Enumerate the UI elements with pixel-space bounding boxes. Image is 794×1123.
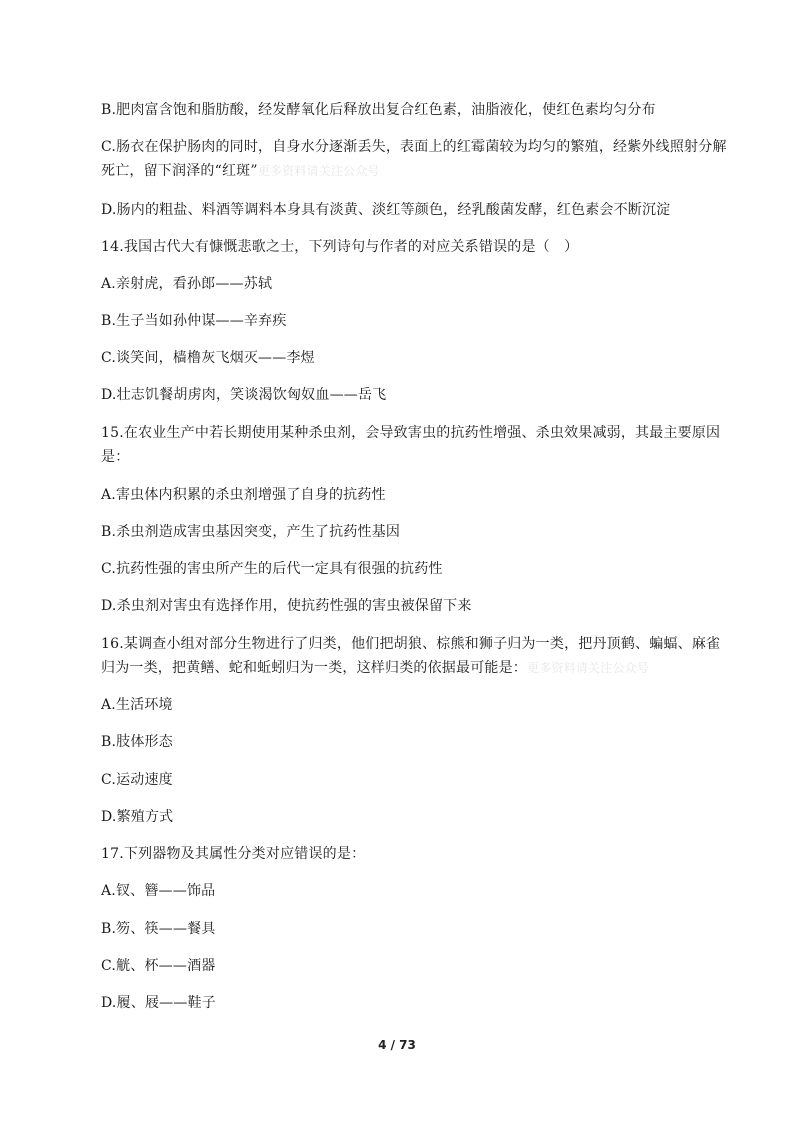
q17-option-d: D.履、屐——鞋子 [101, 995, 216, 1011]
q13-option-c-line2 [101, 161, 721, 181]
q15-option-b: B.杀虫剂造成害虫基因突变，产生了抗药性基因 [101, 524, 401, 540]
q13-option-c-line1: C.肠衣在保护肠肉的同时，自身水分逐渐丢失，表面上的红霉菌较为均匀的繁殖，经紫外线照射分解 [101, 139, 727, 155]
q16-stem-text: 归为一类，把黄鳝、蛇和蚯蚓归为一类，这样归类的依据最可能是： [101, 660, 527, 676]
q17-option-b: B.笏、筷——餐具 [101, 921, 216, 937]
q16-option-a: A.生活环境 [101, 697, 173, 713]
q16-option-d: D.繁殖方式 [101, 809, 174, 825]
q14-option-b: B.生子当如孙仲谋——辛弃疾 [101, 313, 287, 329]
q15-stem-line2: 是： [101, 449, 130, 465]
q13-option-d: D.肠内的粗盐、料酒等调料本身具有淡黄、淡红等颜色，经乳酸菌发酵，红色素会不断沉淀 [101, 202, 671, 218]
watermark-text: 更多资料请关注公众号 [527, 661, 650, 675]
q16-option-b: B.肢体形态 [101, 734, 173, 750]
q13-option-b: B.肥肉富含饱和脂肪酸，经发酵氧化后释放出复合红色素，油脂液化，使红色素均匀分布 [101, 102, 656, 118]
q15-option-c: C.抗药性强的害虫所产生的后代一定具有很强的抗药性 [101, 561, 443, 577]
page-number: 4 / 73 [378, 1038, 416, 1052]
q15-option-a: A.害虫体内积累的杀虫剂增强了自身的抗药性 [101, 487, 386, 503]
q16-stem-line2 [101, 658, 721, 678]
q15-stem-line1: 15.在农业生产中若长期使用某种杀虫剂，会导致害虫的抗药性增强、杀虫效果减弱，其最主要原因 [101, 425, 721, 441]
q17-option-c: C.觥、杯——酒器 [101, 958, 216, 974]
q17-option-a: A.钗、簪——饰品 [101, 883, 216, 899]
q16-option-c: C.运动速度 [101, 772, 173, 788]
q15-option-d: D.杀虫剂对害虫有选择作用，使抗药性强的害虫被保留下来 [101, 598, 472, 614]
watermark-text: 更多资料请关注公众号 [257, 164, 380, 178]
q13-option-c-text: 死亡，留下润泽的“红斑” [101, 163, 258, 179]
q14-stem: 14.我国古代大有慷慨悲歌之士，下列诗句与作者的对应关系错误的是（ ） [101, 239, 579, 255]
q14-option-d: D.壮志饥餐胡虏肉，笑谈渴饮匈奴血——岳飞 [101, 387, 387, 403]
q14-option-c: C.谈笑间，樯橹灰飞烟灭——李煜 [101, 350, 315, 366]
q16-stem-line1: 16.某调查小组对部分生物进行了归类，他们把胡狼、棕熊和狮子归为一类，把丹顶鹤、蝙蝠、麻雀 [101, 636, 721, 652]
q14-option-a: A.亲射虎，看孙郎——苏轼 [101, 276, 273, 292]
q17-stem: 17.下列器物及其属性分类对应错误的是： [101, 846, 366, 862]
